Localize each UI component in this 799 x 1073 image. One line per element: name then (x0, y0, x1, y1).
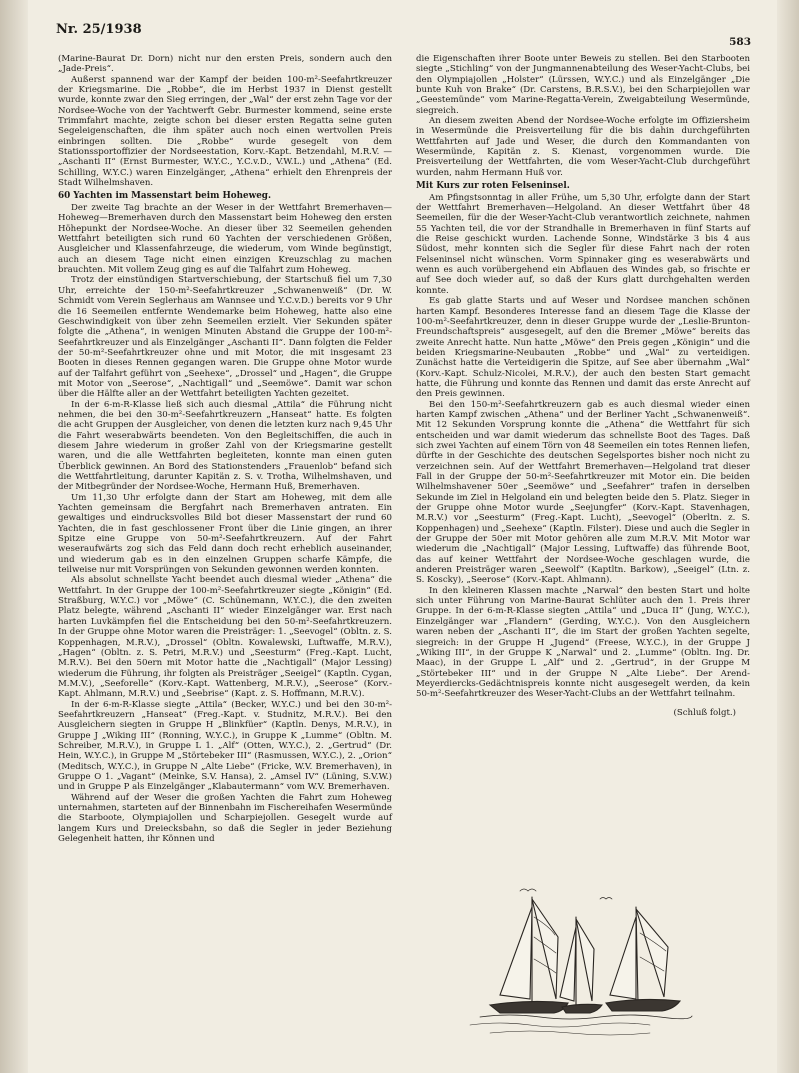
section-heading: Mit Kurs zur roten Felseninsel. (416, 181, 570, 192)
paragraph: Um 11,30 Uhr erfolgte dann der Start am Hoheweg, mit dem alle Yachten gemeinsam die Bergfahrt nach Bremerhaven antraten. Ein gewaltiges und eindrucksvolles Bild bot dieser Massenstart der rund 60 Yachten, die in fast geschlossener Front über die Linie gingen, an ihrer Spitze eine Gruppe von 50-m²-Seefahrtkreuzern. Auf der Fahrt weseraufwärts zog sich das Feld dann doch recht erheblich auseinander, und wiederum gab es in den einzelnen Gruppen scharfe Kämpfe, die teilweise nur mit Vorsprüngen von Sekunden gewonnen werden konnten. (58, 492, 392, 576)
paragraph: In den kleineren Klassen machte „Narwal“ den besten Start und holte sich unter Führung von Marine-Baurat Schlüter auch den 1. Preis ihrer Gruppe. In der 6-m-R-Klasse siegten „Attila“ und „Duca II“ (Jung, W.Y.C.), Einzelgänger war „Flandern“ (Gerding, W.Y.C.). Von den Ausgleichern waren neben der „Aschanti II“, die im Start der großen Yachten segelte, siegreich: in der Gruppe H „Jugend“ (Freese, W.Y.C.), in der Gruppe J „Wiking III“, in der Gruppe K „Narwal“ und 2. „Lumme“ (Obltn. Ing. Dr. Maac), in der Gruppe L „Alf“ und 2. „Gertrud“, in der Gruppe M „Störtebeker III“ und in der Gruppe N „Alte Liebe“. Der Arend-Meyerdiercks-Gedächtnispreis konnte nicht ausgesegelt werden, da kein 50-m²-Seefahrtkreuzer des Weser-Yacht-Clubs an der Wettfahrt teilnahm. (416, 585, 750, 700)
paragraph: Außerst spannend war der Kampf der beiden 100-m²-Seefahrtkreuzer der Kriegsmarine. Die „Robbe“, die im Herbst 1937 in Dienst gestellt wurde, konnte zwar den Sieg erringen, der „Wal“ der erst zehn Tage vor der Nordsee-Woche von der Yachtwerft Gebr. Burmester kommend, seine erste Trimmfahrt machte, zeigte schon bei dieser ersten Regatta seine guten Segeleigenschaften, die ihm später auch noch einen wertvollen Preis einbringen sollten. Die „Robbe“ wurde gesegelt von dem Stationssportoffizier der Nordseestation, Korv.-Kapt. Betzendahl, M.R.V. — „Aschanti II“ (Ernst Burmester, W.Y.C., Y.C.v.D., V.W.L.) und „Athena“ (Ed. Schilling, W.Y.C.) waren Einzelgänger, „Athena“ erhielt den Ehrenpreis der Stadt Wilhelmshaven. (58, 74, 392, 189)
paragraph: Der zweite Tag brachte an der Weser in der Wettfahrt Bremerhaven—Hoheweg—Bremerhaven durch den Massenstart beim Hoheweg den ersten Höhepunkt der Nordsee-Woche. An dieser über 32 Seemeilen gehenden Wettfahrt beteiligten sich rund 60 Yachten der verschiedenen Größen, Ausgleicher und Klassenfahrzeuge, die wiederum, vom Winde begünstigt, auch an diesem Tage nicht einen einzigen Kreuzschlag zu machen brauchten. Mit vollem Zeug ging es auf die Talfahrt zum Hoheweg. (58, 203, 392, 276)
paragraph: An diesem zweiten Abend der Nordsee-Woche erfolgte im Offiziersheim in Wesermünde die Preisverteilung für die bis dahin durchgeführten Wettfahrten auf Jade und Weser, die durch den Kommandanten von Wesermünde, Kapitän z. S. Kienast, vorgenommen wurde. Die Preisverteilung der Wettfahrten, die vom Weser-Yacht-Club durchgeführt wurden, nahm Hermann Huß vor. (416, 116, 750, 178)
paragraph: Trotz der einstündigen Startverschiebung, der Startschuß fiel um 7,30 Uhr, erreichte der 150-m²-Seefahrtkreuzer „Schwanenweiß“ (Dr. W. Schmidt vom Verein Seglerhaus am Wannsee und Y.C.v.D.) bereits vor 9 Uhr die 16 Seemeilen entfernte Wendemarke beim Hoheweg, hatte also eine Geschwindigkeit von über zehn Seemeilen erzielt. Vier Sekunden später folgte die „Athena“, in wenigen Minuten Abstand die Gruppe der 100-m²-Seefahrtkreuzer und als Einzelgänger „Aschanti II“. Dann folgten die Felder der 50-m²-Seefahrtkreuzer ohne und mit Motor, die mit insgesamt 23 Booten in dieses Rennen gegangen waren. Die Gruppe ohne Motor wurde auf der Talfahrt geführt von „Seehexe“, „Drossel“ und „Hagen“, die Gruppe mit Motor von „Seerose“, „Nachtigall“ und „Seemöwe“. Damit war schon über die Hälfte aller an der Wettfahrt beteiligten Yachten gezeitet. (58, 275, 392, 400)
paragraph: In der 6-m-R-Klasse ließ sich auch diesmal „Attila“ die Führung nicht nehmen, die bei den 30-m²-Seefahrtkreuzern „Hanseat“ hatte. Es folgten die acht Gruppen der Ausgleicher, von denen die letzten kurz nach 9,45 Uhr die Fahrt weserabwärts beendeten. Von den Begleitschiffen, die auch in diesem Jahre wiederum in großer Zahl von der Kriegsmarine gestellt waren, und die alle Wettfahrten begleiteten, konnte man einen guten Überblick gewinnen. An Bord des Stationstenders „Frauenlob“ befand sich die Wettfahrtleitung, darunter Kapitän z. S. v. Trotha, Wilhelmshaven, und der Mitbegründer der Nordsee-Woche, Hermann Huß, Bremerhaven. (58, 399, 392, 493)
paragraph: Am Pfingstsonntag in aller Frühe, um 5,30 Uhr, erfolgte dann der Start der Wettfahrt Bremerhaven—Helgoland. An dieser Wettfahrt über 48 Seemeilen, für die der Weser-Yacht-Club verantwortlich zeichnete, nahmen 55 Yachten teil, die vor der Strandhalle in Bremerhaven in fünf Starts auf die Reise geschickt wurden. Lachende Sonne, Windstärke 3 bis 4 aus Südost, mehr konnten sich die Segler für diese Fahrt nach der roten Felseninsel nicht wünschen. Vorm Spinnaker ging es weserabwärts und wenn es auch vorübergehend ein Abflauen des Windes gab, so frischte er auf See doch wieder auf, so daß der Kurs glatt durchgehalten werden konnte. (416, 192, 750, 296)
paragraph: Es gab glatte Starts und auf Weser und Nordsee manchen schönen harten Kampf. Besonderes Interesse fand an diesem Tage die Klasse der 100-m²-Seefahrtkreuzer, denn in dieser Gruppe wurde der „Leslie-Brunton-Freundschaftspreis“ ausgesegelt, auf den die Bremer „Möwe“ bereits das zweite Anrecht hatte. Nun hatte „Möwe“ den Preis gegen „Königin“ und die beiden Kriegsmarine-Neubauten „Robbe“ und „Wal“ zu verteidigen. Zunächst hatte die Verteidigerin die Spitze, auf See aber übernahm „Wal“ (Korv.-Kapt. Schulz-Nicolei, M.R.V.), der auch den besten Start gemacht hatte, die Führung und konnte das Rennen und damit das erste Anrecht auf den Preis gewinnen. (416, 296, 750, 400)
paragraph: Während auf der Weser die großen Yachten die Fahrt zum Hoheweg unternahmen, starteten auf der Binnenbahn im Fischereihafen Wesermünde die Starboote, Olympiajollen und Scharpiejollen. Gesegelt wurde auf langem Kurs und Dreiecksbahn, so daß die Segler in jeder Beziehung Gelegenheit hatten, ihr Können und (58, 792, 392, 845)
right-column (416, 54, 750, 718)
continuation-note: (Schluß folgt.) (673, 707, 736, 718)
page-number: 583 (729, 36, 751, 48)
paragraph: (Marine-Baurat Dr. Dorn) nicht nur den ersten Preis, sondern auch den „Jade-Preis“. (58, 54, 392, 75)
paragraph: In der 6-m-R-Klasse siegte „Attila“ (Becker, W.Y.C.) und bei den 30-m²-Seefahrtkreuzern „Hanseat“ (Freg.-Kapt. v. Studnitz, M.R.V.). Bei den Ausgleichern siegten in Gruppe H „Blinkfüer“ (Kaptln. Denys, M.R.V.), in Gruppe J „Wiking III“ (Ronning, W.Y.C.), in Gruppe K „Lumme“ (Obltn. M. Schreiber, M.R.V.), in Gruppe L 1. „Alf“ (Otten, W.Y.C.), 2. „Gertrud“ (Dr. Hein, W.Y.C.), in Gruppe M „Störtebeker III“ (Rasmussen, W.Y.C.), 2. „Orion“ (Meditsch, W.Y.C.), in Gruppe N „Alte Liebe“ (Fricke, W.V. Bremerhaven), in Gruppe O 1. „Vagant“ (Meinke, S.V. Hansa), 2. „Amsel IV“ (Lüning, S.V.W.) und in Gruppe P als Einzelgänger „Klabautermann“ vom W.V. Bremerhaven. (58, 699, 392, 793)
paragraph: die Eigenschaften ihrer Boote unter Beweis zu stellen. Bei den Starbooten siegte „Stichling“ von der Jungmannenabteilung des Weser-Yacht-Clubs, bei den Olympiajollen „Holster“ (Lürssen, W.Y.C.) und als Einzelgänger „Die bunte Kuh von Brake“ (Dr. Carstens, B.R.S.V.), bei den Scharpiejollen war „Geestemünde“ vom Marine-Regatta-Verein, Zweigabteilung Wesermünde, siegreich. (416, 54, 750, 116)
issue-number: Nr. 25/1938 (56, 22, 142, 37)
sailboats-sketch-icon (460, 877, 696, 1045)
paragraph: Als absolut schnellste Yacht beendet auch diesmal wieder „Athena“ die Wettfahrt. In der Gruppe der 100-m²-Seefahrtkreuzer siegte „Königin“ (Ed. Straßburg, W.Y.C.) vor „Möwe“ (C. Schünemann, W.Y.C.), die den zweiten Platz belegte, während „Aschanti II“ wieder Einzelgänger war. Erst nach harten Luvkämpfen fiel die Entscheidung bei den 50-m²-Seefahrtkreuzern. In der Gruppe ohne Motor waren die Preisträger: 1. „Seevogel“ (Obltn. z. S. Koppenhagen, M.R.V.), „Drossel“ (Obltn. Kowalewski, Luftwaffe, M.R.V.), „Hagen“ (Obltn. z. S. Petri, M.R.V.) und „Seesturm“ (Freg.-Kapt. Lucht, M.R.V.). Bei den 50ern mit Motor hatte die „Nachtigall“ (Major Lessing) wiederum die Führung, ihr folgten als Preisträger „Seeigel“ (Kaptln. Cygan, M.M.V.), „Seeforelle“ (Korv.-Kapt. Wattenberg, M.R.V.), „Seerose“ (Korv.-Kapt. Ahlmann, M.R.V.) und „Seebrise“ (Kapt. z. S. Hoffmann, M.R.V.). (58, 575, 392, 700)
section-heading: 60 Yachten im Massenstart beim Hoheweg. (58, 191, 272, 202)
left-column (58, 54, 392, 844)
paragraph: Bei den 150-m²-Seefahrtkreuzern gab es auch diesmal wieder einen harten Kampf zwischen „Athena“ und der Berliner Yacht „Schwanenweiß“. Mit 12 Sekunden Vorsprung konnte die „Athena“ die Wettfahrt für sich entscheiden und war damit wiederum das schnellste Boot des Tages. Daß sich zwei Yachten auf einem Törn von 48 Seemeilen ein totes Rennen liefen, dürfte in der Geschichte des deutschen Segelsportes bisher noch nicht zu verzeichnen sein. Auf der Wettfahrt Bremerhaven—Helgoland trat dieser Fall in der Gruppe der 50-m²-Seefahrtkreuzer mit Motor ein. Die beiden Wilhelmshavener 50er „Seemöwe“ und „Seefahrer“ trafen in derselben Sekunde im Ziel in Helgoland ein und belegten beide den 5. Platz. Sieger in der Gruppe ohne Motor wurde „Seejungfer“ (Korv.-Kapt. Stavenhagen, M.R.V.) vor „Seesturm“ (Freg.-Kapt. Lucht), „Seevogel“ (Oberltn. z. S. Koppenhagen) und „Seehexe“ (Kaptln. Filster). Diese und auch die Segler in der Gruppe der 50er mit Motor gehören alle zum M.R.V. Mit Motor war wiederum die „Nachtigall“ (Major Lessing, Luftwaffe) das führende Boot, das auf keiner Wettfahrt der Nordsee-Woche geschlagen wurde, die anderen Preisträger waren „Seewolf“ (Kaptltn. Barkow), „Seeigel“ (Ltn. z. S. Koscky), „Seerose“ (Korv.-Kapt. Ahlmann). (416, 399, 750, 586)
